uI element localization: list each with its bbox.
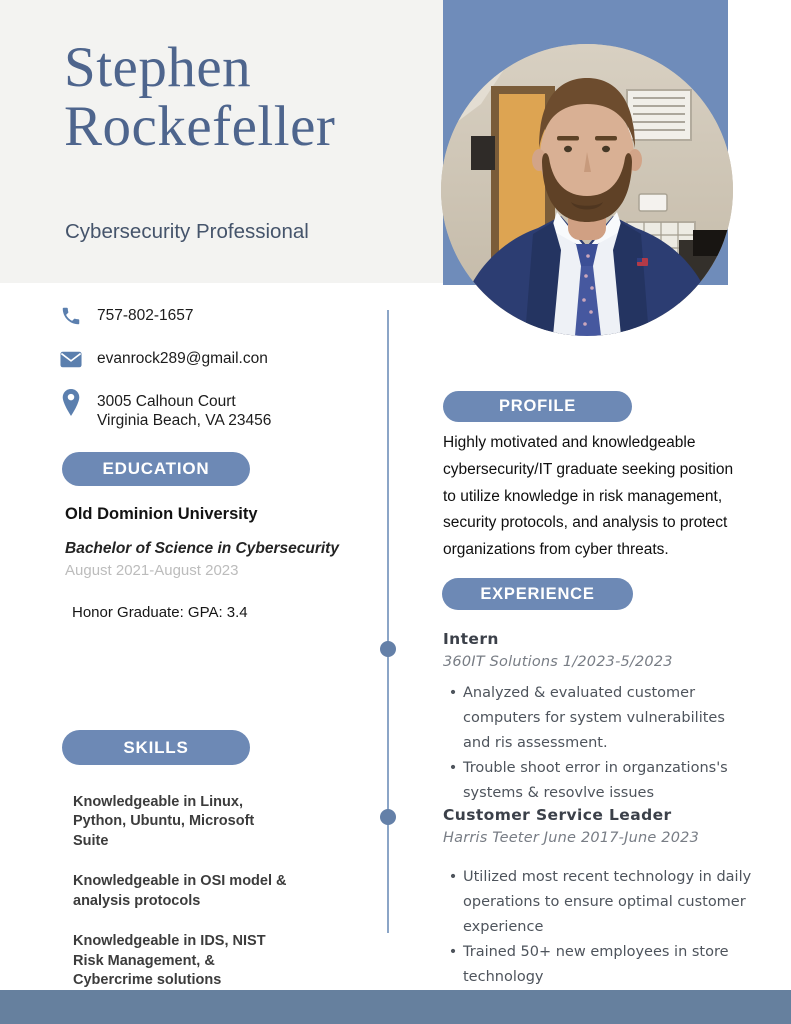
skill-item: Knowledgeable in Linux, Python, Ubuntu, Microsoft Suite [73,794,255,849]
education-degree: Bachelor of Science in Cybersecurity [65,540,339,557]
education-dates: August 2021-August 2023 [65,562,239,579]
timeline-dot [380,809,396,825]
headline: Cybersecurity Professional [65,220,309,243]
job-bullet [443,865,755,940]
job-bullet [443,940,755,990]
contact-address-row [58,389,378,431]
job-bullet [443,681,755,756]
column-divider-line [387,310,389,933]
bullet-glyph: • [448,759,458,776]
profile-photo [441,44,733,336]
address-line-1: 3005 Calhoun Court [97,393,236,410]
job-bullet-text: Trained 50+ new employees in store technology [463,943,729,985]
timeline-dot [380,641,396,657]
contact-email-row [58,346,378,372]
bullet-glyph: • [448,943,458,960]
contact-phone-row [58,303,378,329]
job-title: Intern [443,630,499,648]
job-bullet [443,756,755,806]
mailing-address [97,389,271,431]
contact-section [58,303,378,448]
phone-icon [58,303,84,329]
page-title [64,38,335,157]
address-line-2: Virginia Beach, VA 23456 [97,412,272,430]
job-bullet-list [443,865,755,990]
profile-heading: PROFILE [443,391,632,422]
email-address: evanrock289@gmail.con [97,350,268,367]
phone-number: 757-802-1657 [97,307,194,324]
job-company-dates: Harris Teeter June 2017-June 2023 [443,830,699,846]
profile-summary: Highly motivated and knowledgeable cybersecurity/IT graduate seeking position to utilize knowledge in risk management, security protocols, and analysis to protect organizations from cyber threats. [443,434,734,559]
map-pin-icon [58,389,84,415]
education-school: Old Dominion University [65,505,258,523]
experience-job-customer-service-leader [443,806,755,990]
first-name: Stephen [64,36,252,99]
last-name: Rockefeller [64,95,336,159]
job-bullet-text: Trouble shoot error in organzations's systems & resovlve issues [463,759,728,801]
skill-item: Knowledgeable in OSI model & analysis protocols [73,873,287,909]
envelope-icon [58,346,84,372]
skills-heading: SKILLS [62,730,250,765]
education-heading: EDUCATION [62,452,250,486]
bullet-glyph: • [448,869,458,885]
skill-item: Knowledgeable in IDS, NIST Risk Management, & Cybercrime solutions [73,933,266,988]
job-title: Customer Service Leader [443,806,672,824]
footer-accent-bar [0,990,791,1024]
experience-job-intern [443,630,755,806]
job-bullet-text: Utilized most recent technology in daily operations to ensure optimal customer experience [463,869,752,935]
education-honors: Honor Graduate: GPA: 3.4 [72,604,248,621]
job-bullet-list [443,681,755,806]
job-bullet-text: Analyzed & evaluated customer computers for system vulnerabilites and ris assessment. [463,685,725,751]
experience-heading: EXPERIENCE [442,578,633,610]
skills-list [73,793,293,1011]
job-company-dates: 360IT Solutions 1/2023-5/2023 [443,654,673,670]
bullet-glyph: • [448,685,458,701]
